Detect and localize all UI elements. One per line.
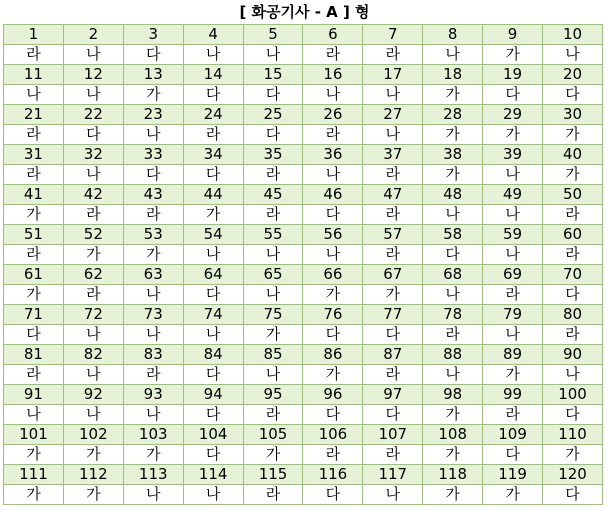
answer-cell: 나 (123, 125, 183, 145)
answer-cell: 나 (63, 165, 123, 185)
answer-cell: 다 (303, 485, 363, 505)
answer-cell: 가 (423, 485, 483, 505)
question-number-row (4, 185, 603, 205)
question-number-cell: 10 (543, 25, 603, 45)
question-number-cell: 26 (303, 105, 363, 125)
question-number-cell: 35 (243, 145, 303, 165)
question-number-row (4, 105, 603, 125)
question-number-cell: 6 (303, 25, 363, 45)
answer-cell: 가 (483, 365, 543, 385)
answer-cell: 나 (243, 245, 303, 265)
question-number-cell: 113 (123, 465, 183, 485)
answer-cell: 다 (243, 125, 303, 145)
answer-cell: 다 (543, 285, 603, 305)
question-number-cell: 80 (543, 305, 603, 325)
question-number-cell: 3 (123, 25, 183, 45)
answer-row (4, 485, 603, 505)
question-number-cell: 104 (183, 425, 243, 445)
answer-cell: 가 (63, 485, 123, 505)
question-number-cell: 62 (63, 265, 123, 285)
answer-cell: 라 (483, 285, 543, 305)
question-number-cell: 59 (483, 225, 543, 245)
answer-cell: 라 (543, 325, 603, 345)
question-number-row (4, 385, 603, 405)
answer-row (4, 125, 603, 145)
question-number-cell: 25 (243, 105, 303, 125)
answer-cell: 나 (303, 245, 363, 265)
question-number-cell: 69 (483, 265, 543, 285)
question-number-cell: 15 (243, 65, 303, 85)
question-number-cell: 110 (543, 425, 603, 445)
answer-cell: 나 (483, 205, 543, 225)
question-number-cell: 51 (4, 225, 64, 245)
answer-cell: 나 (423, 285, 483, 305)
question-number-row (4, 465, 603, 485)
question-number-cell: 2 (63, 25, 123, 45)
question-number-cell: 22 (63, 105, 123, 125)
question-number-row (4, 145, 603, 165)
question-number-cell: 114 (183, 465, 243, 485)
question-number-cell: 40 (543, 145, 603, 165)
answer-cell: 가 (483, 485, 543, 505)
question-number-cell: 16 (303, 65, 363, 85)
answer-cell: 라 (363, 245, 423, 265)
question-number-cell: 47 (363, 185, 423, 205)
question-number-cell: 118 (423, 465, 483, 485)
answer-cell: 나 (63, 85, 123, 105)
answer-cell: 다 (183, 405, 243, 425)
question-number-cell: 120 (543, 465, 603, 485)
answer-cell: 라 (543, 245, 603, 265)
answer-cell: 라 (483, 405, 543, 425)
answer-cell: 나 (63, 405, 123, 425)
question-number-cell: 81 (4, 345, 64, 365)
answer-cell: 가 (423, 405, 483, 425)
question-number-cell: 11 (4, 65, 64, 85)
answer-cell: 다 (123, 165, 183, 185)
question-number-cell: 13 (123, 65, 183, 85)
question-number-cell: 23 (123, 105, 183, 125)
question-number-cell: 33 (123, 145, 183, 165)
answer-cell: 가 (423, 125, 483, 145)
answer-cell: 다 (303, 205, 363, 225)
answer-key-table (3, 24, 603, 505)
answer-cell: 나 (423, 205, 483, 225)
answer-cell: 라 (123, 205, 183, 225)
answer-cell: 다 (183, 285, 243, 305)
question-number-cell: 54 (183, 225, 243, 245)
question-number-cell: 92 (63, 385, 123, 405)
question-number-cell: 71 (4, 305, 64, 325)
question-number-row (4, 225, 603, 245)
answer-row (4, 325, 603, 345)
answer-cell: 라 (423, 325, 483, 345)
question-number-row (4, 305, 603, 325)
question-number-cell: 107 (363, 425, 423, 445)
question-number-cell: 119 (483, 465, 543, 485)
answer-cell: 가 (423, 165, 483, 185)
question-number-cell: 83 (123, 345, 183, 365)
question-number-cell: 27 (363, 105, 423, 125)
question-number-row (4, 25, 603, 45)
answer-cell: 다 (183, 85, 243, 105)
question-number-cell: 56 (303, 225, 363, 245)
answer-cell: 라 (303, 45, 363, 65)
question-number-cell: 78 (423, 305, 483, 325)
page-title: [ 화공기사 - A ] 형 (239, 3, 370, 21)
question-number-cell: 42 (63, 185, 123, 205)
answer-cell: 가 (363, 285, 423, 305)
question-number-cell: 1 (4, 25, 64, 45)
question-number-cell: 58 (423, 225, 483, 245)
answer-cell: 나 (303, 85, 363, 105)
question-number-cell: 31 (4, 145, 64, 165)
answer-cell: 가 (123, 245, 183, 265)
answer-cell: 가 (483, 125, 543, 145)
answer-key-body (4, 25, 603, 505)
answer-cell: 라 (243, 205, 303, 225)
question-number-cell: 82 (63, 345, 123, 365)
answer-row (4, 85, 603, 105)
question-number-cell: 88 (423, 345, 483, 365)
answer-cell: 라 (183, 125, 243, 145)
question-number-cell: 65 (243, 265, 303, 285)
answer-cell: 라 (543, 205, 603, 225)
answer-cell: 나 (243, 285, 303, 305)
answer-cell: 가 (483, 45, 543, 65)
question-number-cell: 79 (483, 305, 543, 325)
question-number-cell: 101 (4, 425, 64, 445)
answer-cell: 가 (423, 85, 483, 105)
answer-cell: 나 (183, 325, 243, 345)
question-number-cell: 87 (363, 345, 423, 365)
question-number-row (4, 345, 603, 365)
answer-cell: 나 (423, 365, 483, 385)
question-number-cell: 38 (423, 145, 483, 165)
question-number-cell: 37 (363, 145, 423, 165)
question-number-cell: 5 (243, 25, 303, 45)
answer-row (4, 285, 603, 305)
question-number-cell: 48 (423, 185, 483, 205)
answer-cell: 가 (243, 325, 303, 345)
answer-cell: 가 (4, 205, 64, 225)
question-number-cell: 68 (423, 265, 483, 285)
answer-cell: 라 (63, 205, 123, 225)
answer-cell: 라 (123, 365, 183, 385)
question-number-cell: 91 (4, 385, 64, 405)
answer-cell: 다 (183, 365, 243, 385)
question-number-row (4, 265, 603, 285)
answer-cell: 나 (123, 285, 183, 305)
question-number-cell: 46 (303, 185, 363, 205)
answer-cell: 가 (243, 445, 303, 465)
question-number-cell: 50 (543, 185, 603, 205)
question-number-cell: 63 (123, 265, 183, 285)
question-number-cell: 60 (543, 225, 603, 245)
question-number-cell: 99 (483, 385, 543, 405)
answer-cell: 나 (63, 325, 123, 345)
question-number-cell: 102 (63, 425, 123, 445)
answer-cell: 다 (183, 445, 243, 465)
answer-cell: 나 (63, 45, 123, 65)
answer-row (4, 405, 603, 425)
answer-cell: 가 (4, 445, 64, 465)
answer-row (4, 365, 603, 385)
answer-cell: 가 (123, 445, 183, 465)
answer-cell: 나 (123, 325, 183, 345)
answer-cell: 다 (543, 405, 603, 425)
question-number-cell: 86 (303, 345, 363, 365)
question-number-cell: 112 (63, 465, 123, 485)
question-number-cell: 98 (423, 385, 483, 405)
answer-cell: 라 (63, 285, 123, 305)
question-number-cell: 32 (63, 145, 123, 165)
question-number-cell: 18 (423, 65, 483, 85)
answer-cell: 나 (123, 405, 183, 425)
answer-cell: 나 (483, 325, 543, 345)
question-number-row (4, 65, 603, 85)
answer-cell: 다 (303, 405, 363, 425)
answer-cell: 가 (63, 245, 123, 265)
question-number-cell: 29 (483, 105, 543, 125)
answer-cell: 나 (543, 365, 603, 385)
answer-cell: 가 (303, 285, 363, 305)
answer-cell: 나 (183, 485, 243, 505)
answer-cell: 나 (183, 45, 243, 65)
answer-cell: 라 (4, 365, 64, 385)
answer-cell: 다 (63, 125, 123, 145)
answer-cell: 라 (363, 445, 423, 465)
answer-cell: 라 (4, 125, 64, 145)
answer-cell: 다 (123, 45, 183, 65)
answer-cell: 라 (4, 165, 64, 185)
answer-cell: 다 (183, 165, 243, 185)
answer-row (4, 245, 603, 265)
answer-cell: 라 (363, 365, 423, 385)
question-number-cell: 57 (363, 225, 423, 245)
question-number-cell: 9 (483, 25, 543, 45)
answer-cell: 가 (543, 445, 603, 465)
answer-cell: 다 (363, 405, 423, 425)
question-number-cell: 94 (183, 385, 243, 405)
question-number-cell: 19 (483, 65, 543, 85)
question-number-cell: 115 (243, 465, 303, 485)
answer-cell: 라 (303, 445, 363, 465)
question-number-cell: 84 (183, 345, 243, 365)
question-number-cell: 43 (123, 185, 183, 205)
answer-cell: 다 (483, 445, 543, 465)
question-number-cell: 34 (183, 145, 243, 165)
answer-cell: 라 (243, 165, 303, 185)
answer-cell: 가 (63, 445, 123, 465)
question-number-cell: 75 (243, 305, 303, 325)
question-number-cell: 93 (123, 385, 183, 405)
answer-row (4, 165, 603, 185)
question-number-cell: 44 (183, 185, 243, 205)
question-number-cell: 74 (183, 305, 243, 325)
question-number-cell: 17 (363, 65, 423, 85)
question-number-cell: 105 (243, 425, 303, 445)
question-number-cell: 7 (363, 25, 423, 45)
question-number-cell: 8 (423, 25, 483, 45)
question-number-cell: 96 (303, 385, 363, 405)
answer-cell: 다 (243, 85, 303, 105)
answer-cell: 다 (363, 325, 423, 345)
answer-cell: 나 (363, 485, 423, 505)
question-number-cell: 39 (483, 145, 543, 165)
answer-row (4, 205, 603, 225)
answer-cell: 가 (543, 165, 603, 185)
question-number-cell: 55 (243, 225, 303, 245)
answer-cell: 나 (183, 245, 243, 265)
answer-cell: 다 (303, 325, 363, 345)
question-number-cell: 52 (63, 225, 123, 245)
answer-cell: 가 (303, 365, 363, 385)
answer-cell: 라 (303, 125, 363, 145)
answer-cell: 나 (303, 165, 363, 185)
answer-cell: 나 (543, 45, 603, 65)
question-number-cell: 45 (243, 185, 303, 205)
question-number-cell: 12 (63, 65, 123, 85)
answer-cell: 라 (243, 405, 303, 425)
question-number-cell: 95 (243, 385, 303, 405)
answer-row (4, 45, 603, 65)
answer-cell: 다 (543, 485, 603, 505)
question-number-cell: 67 (363, 265, 423, 285)
question-number-cell: 117 (363, 465, 423, 485)
answer-cell: 나 (63, 365, 123, 385)
answer-cell: 다 (4, 325, 64, 345)
question-number-cell: 53 (123, 225, 183, 245)
question-number-cell: 20 (543, 65, 603, 85)
answer-cell: 라 (243, 485, 303, 505)
question-number-cell: 106 (303, 425, 363, 445)
answer-cell: 나 (363, 125, 423, 145)
answer-cell: 나 (4, 405, 64, 425)
answer-cell: 나 (243, 45, 303, 65)
question-number-cell: 108 (423, 425, 483, 445)
question-number-cell: 72 (63, 305, 123, 325)
answer-cell: 나 (423, 45, 483, 65)
question-number-row (4, 425, 603, 445)
question-number-cell: 73 (123, 305, 183, 325)
question-number-cell: 36 (303, 145, 363, 165)
answer-cell: 라 (4, 45, 64, 65)
answer-cell: 가 (183, 205, 243, 225)
answer-cell: 나 (123, 485, 183, 505)
answer-cell: 가 (423, 445, 483, 465)
question-number-cell: 14 (183, 65, 243, 85)
question-number-cell: 30 (543, 105, 603, 125)
question-number-cell: 116 (303, 465, 363, 485)
answer-cell: 나 (483, 245, 543, 265)
answer-cell: 라 (363, 205, 423, 225)
question-number-cell: 61 (4, 265, 64, 285)
question-number-cell: 76 (303, 305, 363, 325)
answer-cell: 나 (363, 85, 423, 105)
answer-cell: 나 (4, 85, 64, 105)
answer-cell: 나 (483, 165, 543, 185)
question-number-cell: 77 (363, 305, 423, 325)
question-number-cell: 4 (183, 25, 243, 45)
question-number-cell: 109 (483, 425, 543, 445)
answer-cell: 가 (4, 485, 64, 505)
answer-cell: 다 (423, 245, 483, 265)
question-number-cell: 49 (483, 185, 543, 205)
question-number-cell: 64 (183, 265, 243, 285)
question-number-cell: 100 (543, 385, 603, 405)
answer-cell: 다 (483, 85, 543, 105)
question-number-cell: 85 (243, 345, 303, 365)
question-number-cell: 21 (4, 105, 64, 125)
question-number-cell: 111 (4, 465, 64, 485)
question-number-cell: 70 (543, 265, 603, 285)
answer-cell: 라 (363, 45, 423, 65)
question-number-cell: 24 (183, 105, 243, 125)
answer-cell: 라 (363, 165, 423, 185)
question-number-cell: 97 (363, 385, 423, 405)
question-number-cell: 41 (4, 185, 64, 205)
question-number-cell: 103 (123, 425, 183, 445)
answer-cell: 나 (243, 365, 303, 385)
answer-cell: 가 (543, 125, 603, 145)
answer-cell: 라 (4, 245, 64, 265)
question-number-cell: 28 (423, 105, 483, 125)
answer-cell: 가 (123, 85, 183, 105)
question-number-cell: 90 (543, 345, 603, 365)
question-number-cell: 66 (303, 265, 363, 285)
answer-row (4, 445, 603, 465)
question-number-cell: 89 (483, 345, 543, 365)
answer-cell: 다 (543, 85, 603, 105)
answer-cell: 가 (4, 285, 64, 305)
